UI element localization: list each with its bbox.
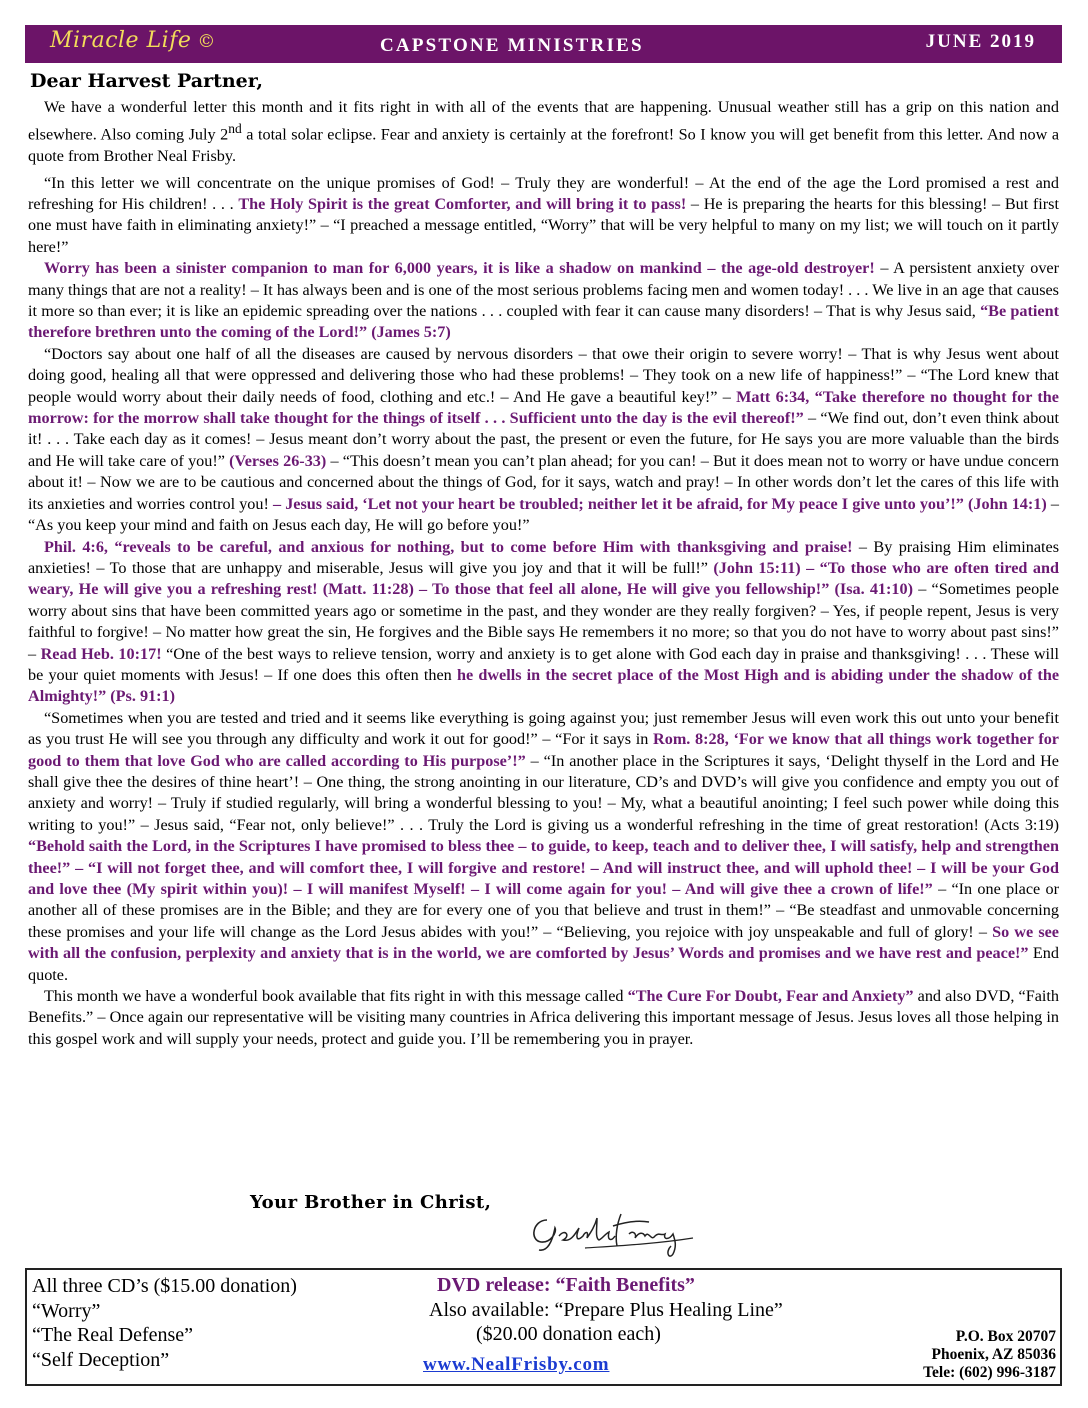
brand-logo — [50, 28, 216, 53]
highlight-text: – Jesus said, ‘Let not your heart be troubled; neither let it be afraid, for My peace I give unto you’!” (John 14:1) — [273, 494, 1047, 513]
highlight-text: “Behold saith the Lord, in the Scriptures I have promised to bless thee – to guide, to keep, teach and to deliver thee, I will satisfy, help and strengthen thee!” – “I will not forget thee, and will comfort thee, I will forgive and restore! – And will instruct thee, and will uphold thee! – I will be your God and love thee (My spirit within you)! – I will manifest Myself! – I will come again for you! – And will give thee a crown of life!” — [28, 837, 1059, 899]
text-run: – “Sometimes people worry about sins that have been committed years ago or sometime in the past, and they wonder are they really forgiven? – Yes, if people repent, Jesus is very faithful to forgive! – No matter how great the sin, He forgives and the Bible says He remembers it no more; so that you do not have to worry about past sins!” – — [28, 580, 1059, 663]
paragraph-3 — [28, 344, 1059, 537]
text-run: End quote. — [28, 944, 1059, 984]
cd-title: “The Real Defense” — [32, 1324, 194, 1346]
highlight-text: Worry has been a sinister companion to man for 6,000 years, it is like a shadow on mankind – the age-old destroyer! — [44, 259, 875, 278]
text-run: and also DVD, “Faith Benefits.” – Once again our representative will be visiting many countries in Africa delivering this important message of Jesus. Jesus loves all those helping in this gospel work and will supply your needs, protect and guide you. I’ll be remembering you in prayer. — [28, 987, 1059, 1048]
text-run: – “In another place in the Scriptures it says, ‘Delight thyself in the Lord and He shall give thee the desires of thine heart’! – One thing, the strong anointing in our literature, CD’s and DVD’s will give you confidence and empty you out of anxiety and worry! – Truly if studied regularly, will bring a wonderful blessing to you! – My, what a beautiful anointing; I feel such power while doing this writing to you!” – Jesus said, “Fear not, only believe!” . . . Truly the Lord is giving us a wonderful refreshing in the time of great restoration! (Acts 3:19) — [28, 751, 1059, 834]
text-run: “One of the best ways to relieve tension, worry and anxiety is to get alone with God each day in praise and thanksgiving! . . . These will be your quiet moments with Jesus! – If one does this often then — [28, 644, 1059, 684]
text-run: – “In one place or another all of these promises are in the Bible; and they are for every one of you that believe and trust in them!” – “Be steadfast and unmovable concerning these promises and your life will change as the Lord Jesus abides with you!” – “Believing, you rejoice with joy unspeakable and full of glory! – — [28, 880, 1059, 941]
website-link[interactable]: www.NealFrisby.com — [423, 1354, 610, 1375]
superscript: nd — [228, 121, 242, 137]
text-run: – “As you keep your mind and faith on Jesus each day, He will go before you!” — [28, 494, 1059, 535]
cd-title: “Worry” — [32, 1299, 101, 1322]
highlight-text: So we see with all the confusion, perplexity and anxiety that is in the world, we are comforted by Jesus’ Words and promises and we have rest and peace!” — [28, 922, 1059, 963]
paragraph-4 — [28, 537, 1059, 708]
also-available: Also available: “Prepare Plus Healing Line” — [429, 1299, 783, 1321]
text-run: – He is preparing the hearts for this blessing! – But first one must have faith in eliminating anxiety!” – “I preached a message entitled, “Worry” that will be very helpful to many on my list; we will touch on it partly here!” — [28, 195, 1059, 256]
letter-body — [28, 97, 1059, 1050]
highlight-text: (Verses 26-33) — [229, 451, 327, 470]
po-box: P.O. Box 20707 — [955, 1328, 1056, 1345]
copyright-mark: © — [197, 31, 216, 52]
organization-name: CAPSTONE MINISTRIES — [380, 35, 644, 56]
text-run: – “This doesn’t mean you can’t plan ahead; for you can! – But it does mean not to worry or have undue concern about it! – Now we are to be cautious and concerned about the things of God, for it says, watch and pray! – In other words don’t let the cares of this life with its anxieties and worries control you! — [28, 451, 1060, 513]
brand-name: Miracle Life — [50, 28, 192, 53]
offer-box — [25, 1268, 1062, 1386]
highlight-text: The Holy Spirit is the great Comforter, and will bring it to pass! — [238, 195, 687, 214]
issue-date: JUNE 2019 — [925, 31, 1036, 52]
highlight-text: (John 15:11) – “To those who are often tired and weary, He will give you a refreshing rest! (Matt. 11:28) – To those that feel all alone, He will give you fellowship!” (Isa. 41:10) — [28, 558, 1059, 599]
highlight-text: “Be patient therefore brethren unto the coming of the Lord!” (James 5:7) — [28, 302, 1059, 342]
mailing-address — [923, 1328, 1056, 1382]
paragraph-1 — [28, 173, 1059, 259]
paragraph-2 — [28, 258, 1059, 344]
highlight-text: Rom. 8:28, ‘For we know that all things work together for good to them that love God who are called according to His purpose’!” — [28, 730, 1059, 770]
dvd-price: ($20.00 donation each) — [476, 1323, 661, 1345]
text-run: “Doctors say about one half of all the diseases are caused by nervous disorders – that owe their origin to severe worry! – That is why Jesus went about doing good, healing all that were oppressed and delivering those who had these problems! – They took on a new life of happiness!” – “The Lord knew that people would worry about their daily needs of food, clothing and etc.! – And He gave a beautiful key!” – — [28, 344, 1059, 406]
highlight-text: Phil. 4:6, “reveals to be careful, and anxious for nothing, but to come before Him with thanksgiving and praise! — [44, 537, 853, 556]
text-run: “Sometimes when you are tested and tried and it seems like everything is going against you; just remember Jesus will even work this out unto your benefit as you trust He will see you through any difficulty and work it out for good!” – “For it says in — [28, 708, 1059, 749]
cd-offer — [32, 1274, 297, 1372]
text-run: – “We find out, don’t even think about it! . . . Take each day as it comes! – Jesus meant don’t worry about the past, the present or even the future, for He says you are more valuable than the birds and He will take care of you!” — [28, 409, 1059, 470]
text-run: – By praising Him eliminates anxieties! – To those that are unhappy and miserable, Jesus will give you joy and that it will be full!” — [28, 537, 1059, 577]
highlight-text: “The Cure For Doubt, Fear and Anxiety” — [627, 987, 914, 1006]
salutation: Dear Harvest Partner, — [30, 70, 264, 92]
city-state-zip: Phoenix, AZ 85036 — [931, 1346, 1056, 1363]
cd-title: “Self Deception” — [32, 1348, 170, 1371]
text-run: “In this letter we will concentrate on the unique promises of God! – Truly they are wonderful! – At the end of the age the Lord promised a rest and refreshing for His children! . . . — [28, 173, 1059, 214]
header-banner — [25, 25, 1062, 63]
text-run: a total solar eclipse. Fear and anxiety is certainly at the forefront! So I know you will get benefit from this letter. And now a quote from Brother Neal Frisby. — [28, 125, 1060, 166]
highlight-text: Matt 6:34, “Take therefore no thought for the morrow: for the morrow shall take thought for the things of itself . . . Sufficient unto the day is the evil thereof!” — [28, 387, 1059, 428]
closing-line: Your Brother in Christ, — [250, 1192, 492, 1213]
cd-offer-title: All three CD’s ($15.00 donation) — [32, 1275, 297, 1297]
highlight-text: he dwells in the secret place of the Most High and is abiding under the shadow of the Almighty!” (Ps. 91:1) — [28, 665, 1060, 706]
signature-image — [525, 1206, 725, 1261]
paragraph-intro — [28, 97, 1059, 168]
text-run: This month we have a wonderful book available that fits right in with this message called — [44, 987, 628, 1006]
telephone: Tele: (602) 996-3187 — [923, 1364, 1056, 1381]
highlight-text: Read Heb. 10:17! — [40, 644, 162, 663]
text-run: We have a wonderful letter this month and it fits right in with all of the events that are happening. Unusual weather still has a grip on this nation and elsewhere. Also coming July 2 — [28, 98, 1059, 144]
paragraph-5 — [28, 708, 1059, 986]
paragraph-6 — [28, 986, 1059, 1050]
text-run: – A persistent anxiety over many things that are not a reality! – It has always been and is one of the most serious problems facing men and women today! . . . We live in an age that causes it more so than ever; it is like an epidemic spreading over the nations . . . coupled with fear it can cause many disorders! – That is why Jesus said, — [28, 259, 1059, 321]
dvd-release: DVD release: “Faith Benefits” — [437, 1274, 695, 1296]
